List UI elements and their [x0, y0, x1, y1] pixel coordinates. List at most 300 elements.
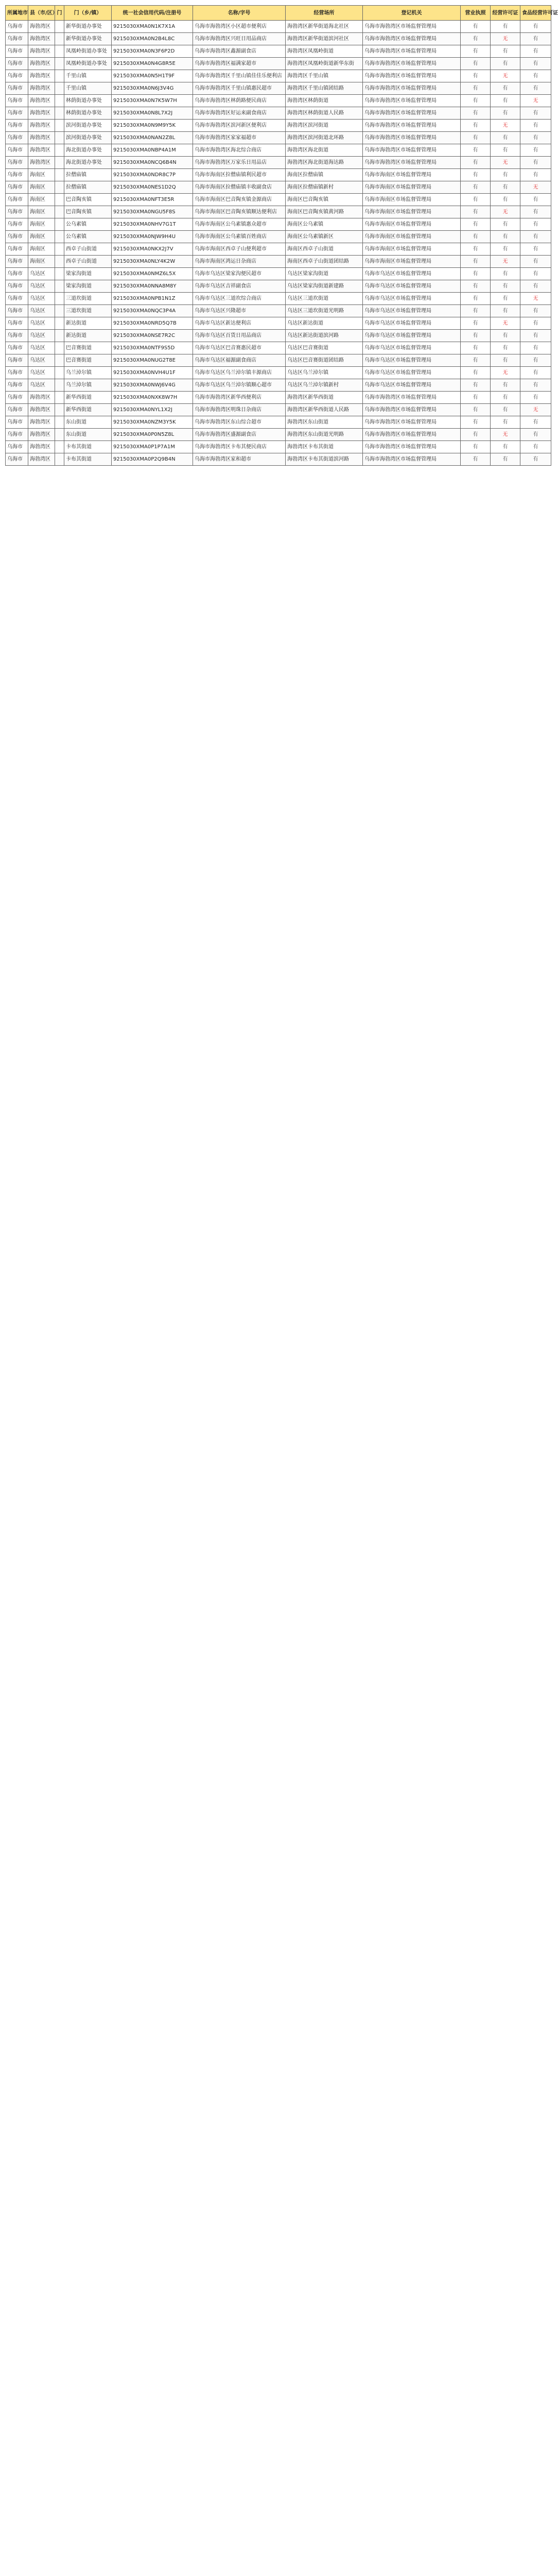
table-cell[interactable] [55, 392, 64, 404]
table-cell[interactable]: 乌海市 [6, 157, 28, 169]
table-cell[interactable]: 乌海市乌达区吉祥副食店 [193, 280, 286, 293]
table-cell[interactable]: 西卓子山街道 [64, 256, 112, 268]
table-cell[interactable]: 有 [461, 441, 491, 453]
table-cell[interactable]: 乌海市 [6, 453, 28, 466]
table-cell[interactable]: 有 [491, 416, 520, 429]
table-cell[interactable]: 乌海市海勃湾区小区超市便利店 [193, 21, 286, 33]
table-cell[interactable]: 9215030XMA0NAN2Z8L [112, 132, 193, 144]
table-cell[interactable]: 海勃湾区 [28, 107, 55, 120]
column-header[interactable]: 所属地市 [6, 6, 28, 21]
table-cell[interactable]: 滨河街道办事处 [64, 120, 112, 132]
table-cell[interactable]: 海北街道办事处 [64, 144, 112, 157]
table-cell[interactable]: 有 [461, 293, 491, 305]
table-cell[interactable]: 海勃湾区 [28, 70, 55, 82]
table-cell[interactable]: 乌海市 [6, 243, 28, 256]
table-cell[interactable]: 有 [461, 95, 491, 107]
table-cell[interactable]: 有 [491, 330, 520, 342]
table-cell[interactable]: 海勃湾区 [28, 404, 55, 416]
table-cell[interactable]: 海勃湾区千里山镇 [286, 70, 363, 82]
table-cell[interactable]: 乌达区 [28, 317, 55, 330]
table-row[interactable] [6, 33, 551, 45]
table-cell[interactable]: 有 [520, 243, 551, 256]
table-cell[interactable]: 乌海市 [6, 132, 28, 144]
table-cell[interactable]: 乌达区 [28, 342, 55, 354]
table-cell[interactable]: 有 [461, 120, 491, 132]
table-cell[interactable]: 乌海市海勃湾区好运来副食商店 [193, 107, 286, 120]
table-cell[interactable]: 乌海市海南区巴音陶亥镇金源商店 [193, 194, 286, 206]
table-cell[interactable]: 乌达区新达街道 [286, 317, 363, 330]
table-cell[interactable]: 有 [520, 453, 551, 466]
table-cell[interactable]: 三道坎街道 [64, 305, 112, 317]
table-cell[interactable]: 有 [491, 293, 520, 305]
table-cell[interactable]: 乌海市海勃湾区市场监督管理局 [363, 157, 461, 169]
table-cell[interactable]: 海南区公乌素镇 [286, 218, 363, 231]
table-cell[interactable]: 乌海市海勃湾区市场监督管理局 [363, 70, 461, 82]
table-cell[interactable]: 海南区公乌素镇新区 [286, 231, 363, 243]
table-cell[interactable] [55, 33, 64, 45]
table-cell[interactable] [55, 293, 64, 305]
table-cell[interactable]: 有 [491, 268, 520, 280]
table-cell[interactable]: 乌海市海勃湾区东山综合超市 [193, 416, 286, 429]
table-cell[interactable]: 卡布其街道 [64, 453, 112, 466]
table-cell[interactable]: 9215030XMA0NVH4U1F [112, 367, 193, 379]
table-cell[interactable]: 海勃湾区 [28, 392, 55, 404]
table-row[interactable] [6, 404, 551, 416]
table-cell[interactable]: 海勃湾区滨河街道北环路 [286, 132, 363, 144]
table-cell[interactable]: 海南区 [28, 231, 55, 243]
table-cell[interactable]: 有 [461, 70, 491, 82]
table-cell[interactable]: 乌达区 [28, 354, 55, 367]
table-row[interactable] [6, 132, 551, 144]
table-cell[interactable]: 新达街道 [64, 330, 112, 342]
table-row[interactable] [6, 144, 551, 157]
table-cell[interactable]: 乌海市海勃湾区万家乐日用品店 [193, 157, 286, 169]
table-cell[interactable] [55, 429, 64, 441]
table-cell[interactable]: 9215030XMA0N6J3V4G [112, 82, 193, 95]
table-cell[interactable]: 乌海市海勃湾区海北综合商店 [193, 144, 286, 157]
table-cell[interactable]: 有 [520, 392, 551, 404]
table-cell[interactable]: 乌海市海南区市场监督管理局 [363, 206, 461, 218]
table-cell[interactable]: 乌海市海南区西卓子山便利超市 [193, 243, 286, 256]
table-cell[interactable]: 有 [461, 453, 491, 466]
table-cell[interactable]: 乌海市 [6, 169, 28, 181]
table-cell[interactable]: 乌海市海南区市场监督管理局 [363, 194, 461, 206]
table-cell[interactable] [55, 354, 64, 367]
table-cell[interactable]: 有 [491, 379, 520, 392]
table-cell[interactable]: 乌达区三道坎街道 [286, 293, 363, 305]
table-cell[interactable]: 海勃湾区 [28, 144, 55, 157]
table-cell[interactable]: 有 [461, 194, 491, 206]
table-row[interactable] [6, 330, 551, 342]
table-cell[interactable]: 有 [520, 256, 551, 268]
table-cell[interactable]: 乌海市海南区巴音陶亥镇顺达便利店 [193, 206, 286, 218]
table-cell[interactable]: 无 [520, 95, 551, 107]
table-cell[interactable]: 有 [491, 441, 520, 453]
table-cell[interactable]: 乌海市海南区市场监督管理局 [363, 256, 461, 268]
table-cell[interactable]: 乌海市海勃湾区市场监督管理局 [363, 107, 461, 120]
table-cell[interactable]: 有 [520, 206, 551, 218]
table-cell[interactable]: 有 [461, 342, 491, 354]
table-cell[interactable]: 乌海市 [6, 280, 28, 293]
table-cell[interactable]: 乌海市 [6, 144, 28, 157]
table-cell[interactable]: 乌海市 [6, 379, 28, 392]
table-cell[interactable]: 乌海市 [6, 107, 28, 120]
table-cell[interactable]: 乌海市 [6, 70, 28, 82]
table-cell[interactable]: 乌海市海勃湾区市场监督管理局 [363, 453, 461, 466]
table-cell[interactable]: 9215030XMA0N1K7X1A [112, 21, 193, 33]
table-cell[interactable]: 有 [520, 33, 551, 45]
table-cell[interactable]: 海勃湾区新华街道滨河社区 [286, 33, 363, 45]
table-cell[interactable]: 乌海市海勃湾区市场监督管理局 [363, 58, 461, 70]
table-cell[interactable] [55, 231, 64, 243]
table-cell[interactable]: 乌海市 [6, 268, 28, 280]
table-cell[interactable]: 乌海市 [6, 218, 28, 231]
table-cell[interactable]: 海南区 [28, 206, 55, 218]
table-cell[interactable]: 9215030XMA0NZM3Y5K [112, 416, 193, 429]
table-cell[interactable]: 东山街道 [64, 429, 112, 441]
table-cell[interactable]: 乌海市海勃湾区新华西便利店 [193, 392, 286, 404]
table-cell[interactable] [55, 367, 64, 379]
table-cell[interactable] [55, 169, 64, 181]
table-cell[interactable]: 乌海市海南区市场监督管理局 [363, 181, 461, 194]
table-cell[interactable]: 乌达区三道坎街道光明路 [286, 305, 363, 317]
table-cell[interactable]: 乌海市海勃湾区滨河新区便利店 [193, 120, 286, 132]
table-row[interactable] [6, 120, 551, 132]
table-cell[interactable]: 有 [491, 95, 520, 107]
column-header[interactable]: 登记机关 [363, 6, 461, 21]
table-cell[interactable]: 海勃湾区林荫街道 [286, 95, 363, 107]
column-header[interactable]: 县（市/区） [28, 6, 55, 21]
table-cell[interactable]: 9215030XMA0NES1D2Q [112, 181, 193, 194]
table-cell[interactable] [55, 181, 64, 194]
table-cell[interactable]: 乌海市海勃湾区市场监督管理局 [363, 95, 461, 107]
table-cell[interactable]: 乌海市 [6, 58, 28, 70]
table-cell[interactable] [55, 441, 64, 453]
table-cell[interactable]: 有 [461, 206, 491, 218]
table-cell[interactable]: 有 [461, 392, 491, 404]
table-cell[interactable]: 有 [461, 379, 491, 392]
table-cell[interactable]: 梁家沟街道 [64, 280, 112, 293]
table-cell[interactable]: 海勃湾区凤凰岭街道新华东街 [286, 58, 363, 70]
table-row[interactable] [6, 218, 551, 231]
table-cell[interactable]: 海南区 [28, 243, 55, 256]
table-cell[interactable]: 有 [520, 342, 551, 354]
table-cell[interactable]: 巴音陶亥镇 [64, 194, 112, 206]
table-cell[interactable]: 有 [461, 305, 491, 317]
table-cell[interactable]: 乌海市乌达区巴音赛惠民超市 [193, 342, 286, 354]
table-cell[interactable]: 乌海市乌达区市场监督管理局 [363, 354, 461, 367]
table-cell[interactable]: 9215030XMA0NNA8M8Y [112, 280, 193, 293]
table-cell[interactable]: 有 [520, 330, 551, 342]
table-cell[interactable]: 乌海市海勃湾区市场监督管理局 [363, 132, 461, 144]
table-cell[interactable]: 乌海市海勃湾区市场监督管理局 [363, 120, 461, 132]
table-cell[interactable]: 有 [491, 392, 520, 404]
table-cell[interactable]: 凤凰岭街道办事处 [64, 58, 112, 70]
table-cell[interactable]: 有 [520, 367, 551, 379]
table-cell[interactable]: 公乌素镇 [64, 218, 112, 231]
table-cell[interactable]: 有 [520, 379, 551, 392]
table-cell[interactable]: 海南区 [28, 169, 55, 181]
table-cell[interactable]: 有 [461, 317, 491, 330]
table-cell[interactable]: 乌达区梁家沟街道新建路 [286, 280, 363, 293]
table-cell[interactable] [55, 132, 64, 144]
table-cell[interactable]: 乌海市 [6, 392, 28, 404]
table-cell[interactable]: 乌海市乌达区福源副食商店 [193, 354, 286, 367]
table-cell[interactable]: 有 [520, 132, 551, 144]
table-cell[interactable]: 乌海市海勃湾区家家福超市 [193, 132, 286, 144]
table-cell[interactable]: 乌海市海南区拉僧庙镇利民超市 [193, 169, 286, 181]
table-cell[interactable]: 新华街道办事处 [64, 21, 112, 33]
table-cell[interactable]: 9215030XMA0NBP4A1M [112, 144, 193, 157]
table-cell[interactable] [55, 256, 64, 268]
table-cell[interactable]: 有 [461, 181, 491, 194]
column-header[interactable]: 经营场所 [286, 6, 363, 21]
table-cell[interactable]: 9215030XMA0NQC3P4A [112, 305, 193, 317]
table-cell[interactable]: 海勃湾区 [28, 453, 55, 466]
table-cell[interactable]: 有 [461, 58, 491, 70]
table-cell[interactable]: 乌海市海勃湾区卡布其便民商店 [193, 441, 286, 453]
column-header[interactable]: 统一社会信用代码/注册号 [112, 6, 193, 21]
table-cell[interactable]: 乌达区梁家沟街道 [286, 268, 363, 280]
table-row[interactable] [6, 392, 551, 404]
table-cell[interactable]: 海勃湾区东山街道 [286, 416, 363, 429]
table-cell[interactable]: 有 [491, 231, 520, 243]
table-cell[interactable]: 乌海市海勃湾区市场监督管理局 [363, 21, 461, 33]
table-cell[interactable]: 有 [461, 416, 491, 429]
table-cell[interactable]: 无 [491, 317, 520, 330]
column-header[interactable]: 门（乡/镇） [64, 6, 112, 21]
table-cell[interactable]: 有 [461, 33, 491, 45]
table-cell[interactable]: 乌海市海勃湾区千里山镇惠民超市 [193, 82, 286, 95]
table-cell[interactable]: 乌海市 [6, 33, 28, 45]
table-cell[interactable]: 乌海市海南区公乌素镇百姓商店 [193, 231, 286, 243]
table-cell[interactable]: 乌达区 [28, 330, 55, 342]
table-cell[interactable]: 有 [461, 429, 491, 441]
table-cell[interactable]: 有 [520, 305, 551, 317]
table-cell[interactable]: 无 [491, 367, 520, 379]
table-cell[interactable] [55, 58, 64, 70]
table-cell[interactable]: 有 [461, 354, 491, 367]
table-cell[interactable]: 乌海市乌达区市场监督管理局 [363, 305, 461, 317]
table-cell[interactable]: 有 [461, 268, 491, 280]
table-cell[interactable]: 9215030XMA0P1P7A1M [112, 441, 193, 453]
table-cell[interactable]: 乌海市 [6, 206, 28, 218]
table-cell[interactable]: 9215030XMA0NYL1X2J [112, 404, 193, 416]
table-cell[interactable]: 9215030XMA0NUG2T8E [112, 354, 193, 367]
table-row[interactable] [6, 367, 551, 379]
table-cell[interactable]: 乌达区 [28, 367, 55, 379]
table-cell[interactable]: 有 [491, 58, 520, 70]
table-cell[interactable]: 有 [491, 169, 520, 181]
table-cell[interactable]: 乌海市 [6, 82, 28, 95]
table-cell[interactable]: 9215030XMA0N2B4L8C [112, 33, 193, 45]
table-cell[interactable]: 9215030XMA0NLY4K2W [112, 256, 193, 268]
table-cell[interactable]: 有 [520, 416, 551, 429]
table-cell[interactable]: 海南区 [28, 194, 55, 206]
table-row[interactable] [6, 429, 551, 441]
table-cell[interactable]: 有 [491, 243, 520, 256]
table-cell[interactable]: 乌海市海勃湾区鑫源副食店 [193, 45, 286, 58]
table-cell[interactable]: 乌海市 [6, 317, 28, 330]
table-cell[interactable]: 9215030XMA0NFT3E5R [112, 194, 193, 206]
table-cell[interactable]: 乌海市海南区市场监督管理局 [363, 218, 461, 231]
table-cell[interactable]: 海勃湾区卡布其街道 [286, 441, 363, 453]
table-cell[interactable]: 9215030XMA0P2Q9B4N [112, 453, 193, 466]
table-cell[interactable]: 乌海市乌达区三道坎综合商店 [193, 293, 286, 305]
table-cell[interactable]: 9215030XMA0N9M9Y5K [112, 120, 193, 132]
table-cell[interactable]: 新华街道办事处 [64, 33, 112, 45]
table-row[interactable] [6, 379, 551, 392]
table-cell[interactable]: 乌海市海南区拉僧庙镇丰收副食店 [193, 181, 286, 194]
table-cell[interactable]: 乌海市乌达区市场监督管理局 [363, 268, 461, 280]
table-cell[interactable]: 海勃湾区 [28, 120, 55, 132]
table-cell[interactable]: 9215030XMA0NMZ6L5X [112, 268, 193, 280]
table-cell[interactable]: 乌海市 [6, 429, 28, 441]
table-cell[interactable]: 千里山镇 [64, 70, 112, 82]
table-cell[interactable]: 乌海市海勃湾区市场监督管理局 [363, 33, 461, 45]
table-cell[interactable]: 有 [461, 169, 491, 181]
table-cell[interactable]: 有 [461, 45, 491, 58]
table-cell[interactable]: 有 [520, 280, 551, 293]
table-cell[interactable]: 无 [520, 293, 551, 305]
table-cell[interactable]: 有 [520, 441, 551, 453]
table-cell[interactable]: 海勃湾区林荫街道人民路 [286, 107, 363, 120]
table-cell[interactable]: 乌海市 [6, 305, 28, 317]
table-row[interactable] [6, 293, 551, 305]
table-row[interactable] [6, 305, 551, 317]
table-cell[interactable]: 有 [520, 317, 551, 330]
table-row[interactable] [6, 107, 551, 120]
table-cell[interactable]: 有 [520, 268, 551, 280]
table-cell[interactable]: 有 [461, 404, 491, 416]
table-cell[interactable]: 乌达区新达街道滨河路 [286, 330, 363, 342]
table-cell[interactable]: 海勃湾区 [28, 58, 55, 70]
table-cell[interactable]: 乌达区 [28, 268, 55, 280]
table-cell[interactable]: 乌海市 [6, 21, 28, 33]
table-cell[interactable]: 9215030XMA0NTF9S5D [112, 342, 193, 354]
table-cell[interactable]: 有 [491, 218, 520, 231]
table-cell[interactable]: 海勃湾区 [28, 21, 55, 33]
table-cell[interactable]: 9215030XMA0N4G8R5E [112, 58, 193, 70]
table-cell[interactable]: 乌海市海勃湾区市场监督管理局 [363, 82, 461, 95]
table-cell[interactable] [55, 416, 64, 429]
column-header[interactable]: 营业执照 [461, 6, 491, 21]
table-cell[interactable]: 千里山镇 [64, 82, 112, 95]
table-cell[interactable]: 乌海市海勃湾区千里山镇佳佳乐便利店 [193, 70, 286, 82]
table-cell[interactable]: 有 [461, 132, 491, 144]
table-cell[interactable]: 乌海市海勃湾区市场监督管理局 [363, 144, 461, 157]
table-cell[interactable]: 拉僧庙镇 [64, 181, 112, 194]
table-cell[interactable]: 有 [461, 231, 491, 243]
table-cell[interactable]: 乌海市海勃湾区家和超市 [193, 453, 286, 466]
table-row[interactable] [6, 181, 551, 194]
table-cell[interactable]: 乌达区巴音赛街道 [286, 342, 363, 354]
table-cell[interactable]: 海勃湾区新华西街道 [286, 392, 363, 404]
table-row[interactable] [6, 194, 551, 206]
table-cell[interactable] [55, 218, 64, 231]
table-cell[interactable] [55, 280, 64, 293]
table-cell[interactable]: 乌海市海勃湾区福满家超市 [193, 58, 286, 70]
table-cell[interactable] [55, 107, 64, 120]
table-cell[interactable]: 海勃湾区 [28, 441, 55, 453]
table-cell[interactable]: 乌海市 [6, 342, 28, 354]
table-cell[interactable]: 公乌素镇 [64, 231, 112, 243]
table-cell[interactable]: 有 [461, 21, 491, 33]
table-cell[interactable]: 有 [491, 453, 520, 466]
table-cell[interactable]: 有 [461, 367, 491, 379]
table-cell[interactable] [55, 342, 64, 354]
table-cell[interactable]: 有 [520, 58, 551, 70]
table-cell[interactable]: 海南区巴音陶亥镇 [286, 194, 363, 206]
table-cell[interactable]: 乌达区乌兰淖尔镇 [286, 367, 363, 379]
table-cell[interactable]: 有 [520, 157, 551, 169]
table-cell[interactable]: 9215030XMA0NHV7G1T [112, 218, 193, 231]
table-row[interactable] [6, 441, 551, 453]
table-cell[interactable]: 乌达区 [28, 305, 55, 317]
table-cell[interactable]: 乌海市 [6, 330, 28, 342]
table-cell[interactable]: 有 [520, 107, 551, 120]
table-cell[interactable]: 乌海市乌达区乌兰淖尔镇顺心超市 [193, 379, 286, 392]
table-row[interactable] [6, 317, 551, 330]
table-cell[interactable]: 海勃湾区千里山镇团结路 [286, 82, 363, 95]
table-cell[interactable]: 乌海市乌达区市场监督管理局 [363, 317, 461, 330]
table-cell[interactable]: 9215030XMA0NPB1N1Z [112, 293, 193, 305]
table-cell[interactable]: 乌海市海勃湾区市场监督管理局 [363, 404, 461, 416]
table-cell[interactable] [55, 45, 64, 58]
table-cell[interactable]: 乌海市 [6, 194, 28, 206]
table-cell[interactable]: 乌海市海勃湾区市场监督管理局 [363, 416, 461, 429]
table-cell[interactable]: 海勃湾区新华街道海北社区 [286, 21, 363, 33]
table-cell[interactable]: 乌海市海南区鸿运日杂商店 [193, 256, 286, 268]
table-cell[interactable]: 乌海市乌达区百货日用品商店 [193, 330, 286, 342]
table-cell[interactable]: 新华西街道 [64, 404, 112, 416]
table-cell[interactable]: 海勃湾区 [28, 82, 55, 95]
table-cell[interactable]: 海南区巴音陶亥镇黄河路 [286, 206, 363, 218]
table-cell[interactable]: 乌海市 [6, 416, 28, 429]
table-cell[interactable]: 乌兰淖尔镇 [64, 367, 112, 379]
table-cell[interactable]: 9215030XMA0NJW9H4U [112, 231, 193, 243]
table-cell[interactable]: 拉僧庙镇 [64, 169, 112, 181]
table-cell[interactable] [55, 206, 64, 218]
table-cell[interactable]: 9215030XMA0NXK8W7H [112, 392, 193, 404]
table-cell[interactable]: 有 [491, 107, 520, 120]
table-cell[interactable]: 9215030XMA0NWJ6V4G [112, 379, 193, 392]
table-row[interactable] [6, 268, 551, 280]
table-row[interactable] [6, 45, 551, 58]
table-cell[interactable]: 林荫街道办事处 [64, 95, 112, 107]
table-cell[interactable]: 有 [491, 305, 520, 317]
table-cell[interactable]: 海勃湾区 [28, 33, 55, 45]
table-cell[interactable] [55, 243, 64, 256]
table-cell[interactable]: 有 [520, 45, 551, 58]
table-cell[interactable]: 乌海市海勃湾区市场监督管理局 [363, 392, 461, 404]
table-cell[interactable]: 有 [520, 169, 551, 181]
table-cell[interactable]: 巴音赛街道 [64, 342, 112, 354]
table-cell[interactable] [55, 317, 64, 330]
table-cell[interactable]: 乌海市海勃湾区市场监督管理局 [363, 441, 461, 453]
table-cell[interactable]: 海南区 [28, 256, 55, 268]
table-cell[interactable]: 9215030XMA0NGU5F8S [112, 206, 193, 218]
table-cell[interactable] [55, 82, 64, 95]
table-cell[interactable]: 海北街道办事处 [64, 157, 112, 169]
table-cell[interactable]: 乌达区巴音赛街道团结路 [286, 354, 363, 367]
table-cell[interactable]: 无 [520, 404, 551, 416]
table-row[interactable] [6, 70, 551, 82]
table-cell[interactable]: 东山街道 [64, 416, 112, 429]
table-cell[interactable]: 乌海市乌达区市场监督管理局 [363, 330, 461, 342]
column-header[interactable]: 名称/字号 [193, 6, 286, 21]
table-cell[interactable]: 乌海市乌达区市场监督管理局 [363, 293, 461, 305]
